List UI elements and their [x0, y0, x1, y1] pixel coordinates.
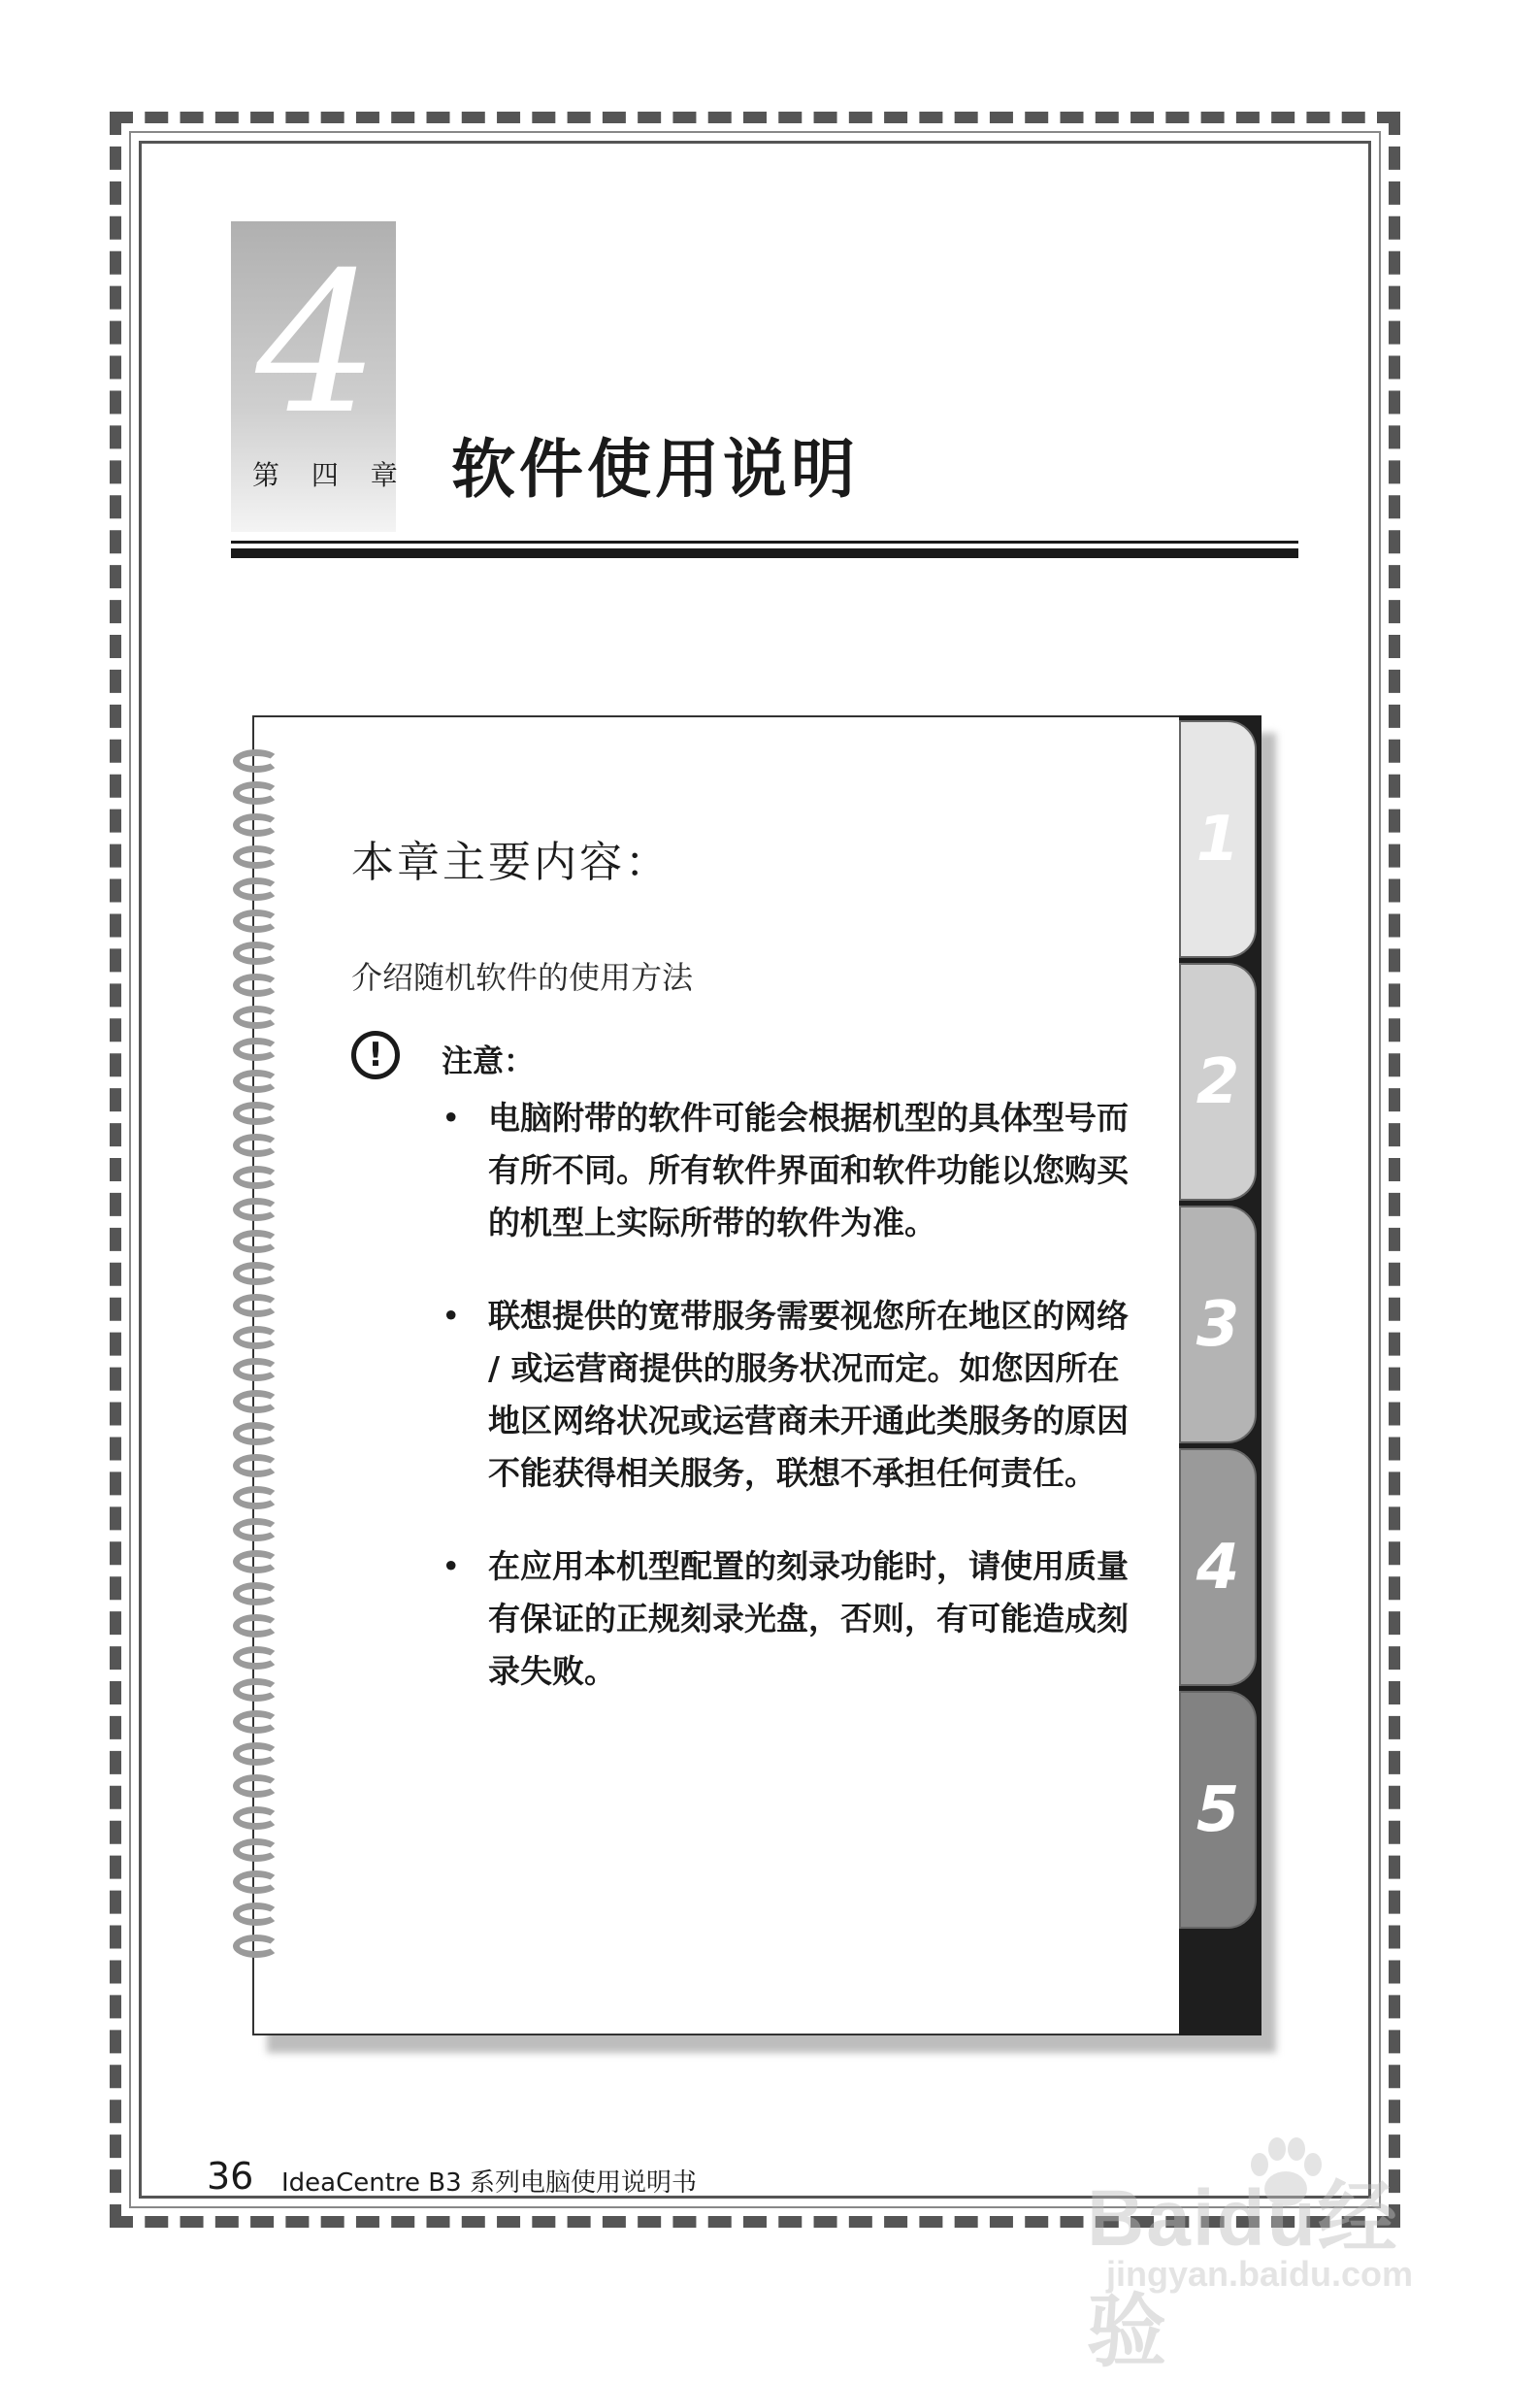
spiral-ring — [229, 779, 287, 810]
spiral-ring — [229, 1901, 287, 1931]
note-item: • 在应用本机型配置的刻录功能时，请使用质量有保证的正规刻录光盘，否则，有可能造成刻录失败。 — [442, 1540, 1140, 1698]
chapter-title: 软件使用说明 — [451, 432, 859, 507]
spiral-ring — [229, 811, 287, 842]
page-number: 36 — [207, 2155, 254, 2198]
spiral-ring — [229, 1708, 287, 1738]
spiral-ring — [229, 1132, 287, 1162]
spiral-ring — [229, 972, 287, 1002]
spiral-ring — [229, 1644, 287, 1674]
spiral-ring — [229, 1228, 287, 1258]
spiral-ring — [229, 1036, 287, 1066]
panel-intro: 介绍随机软件的使用方法 — [351, 959, 694, 996]
spiral-ring — [229, 1612, 287, 1642]
chapter-number: 4 — [255, 231, 379, 457]
spiral-ring — [229, 1356, 287, 1386]
spiral-ring — [229, 1548, 287, 1578]
spiral-ring — [229, 1004, 287, 1034]
watermark-brand: Baidu经验 — [1087, 2174, 1399, 2376]
baidu-watermark — [1087, 2135, 1475, 2376]
note-list — [442, 1092, 1140, 1738]
spiral-ring — [229, 1676, 287, 1706]
spiral-ring — [229, 908, 287, 938]
spiral-ring — [229, 1164, 287, 1194]
spiral-ring — [229, 747, 287, 777]
spiral-ring — [229, 1836, 287, 1867]
chapter-label: 第 四 章 — [252, 459, 410, 491]
spiral-ring — [229, 844, 287, 874]
spiral-ring — [229, 1260, 287, 1290]
note-item: • 电脑附带的软件可能会根据机型的具体型号而有所不同。所有软件界面和软件功能以您购买的机型上实际所带的软件为准。 — [442, 1092, 1140, 1249]
spiral-ring — [229, 1388, 287, 1418]
spiral-ring — [229, 1196, 287, 1226]
spiral-ring — [229, 1484, 287, 1514]
spiral-ring — [229, 1804, 287, 1835]
chapter-tab-5: 5 — [1179, 1691, 1257, 1929]
note-item: • 联想提供的宽带服务需要视您所在地区的网络 / 或运营商提供的服务状况而定。如您因所在地区网络状况或运营商未开通此类服务的原因不能获得相关服务，联想不承担任何责任。 — [442, 1290, 1140, 1500]
chapter-tab-3: 3 — [1179, 1206, 1257, 1443]
chapter-tab-4: 4 — [1179, 1448, 1257, 1686]
spiral-ring — [229, 1100, 287, 1130]
note-label: 注意： — [442, 1042, 536, 1079]
title-rule-thin — [231, 541, 1298, 544]
spiral-ring — [229, 1869, 287, 1899]
spiral-ring — [229, 1580, 287, 1610]
chapter-tab-2: 2 — [1179, 963, 1257, 1201]
spiral-ring — [229, 1772, 287, 1803]
spiral-ring — [229, 1068, 287, 1098]
spiral-ring — [229, 940, 287, 970]
spiral-ring — [229, 1933, 287, 1963]
panel-heading: 本章主要内容： — [351, 838, 671, 887]
spiral-binding — [229, 747, 307, 2029]
spiral-ring — [229, 1740, 287, 1770]
spiral-ring — [229, 1420, 287, 1450]
spiral-ring — [229, 1292, 287, 1322]
spiral-ring — [229, 1452, 287, 1482]
title-rule-thick — [231, 548, 1298, 558]
watermark-url: jingyan.baidu.com — [1106, 2254, 1414, 2294]
spiral-ring — [229, 1324, 287, 1354]
exclamation-circle-icon: ! — [351, 1031, 400, 1079]
chapter-tab-1: 1 — [1179, 720, 1257, 958]
spiral-ring — [229, 876, 287, 906]
spiral-ring — [229, 1516, 287, 1546]
footer-book-title: IdeaCentre B3 系列电脑使用说明书 — [281, 2168, 697, 2198]
